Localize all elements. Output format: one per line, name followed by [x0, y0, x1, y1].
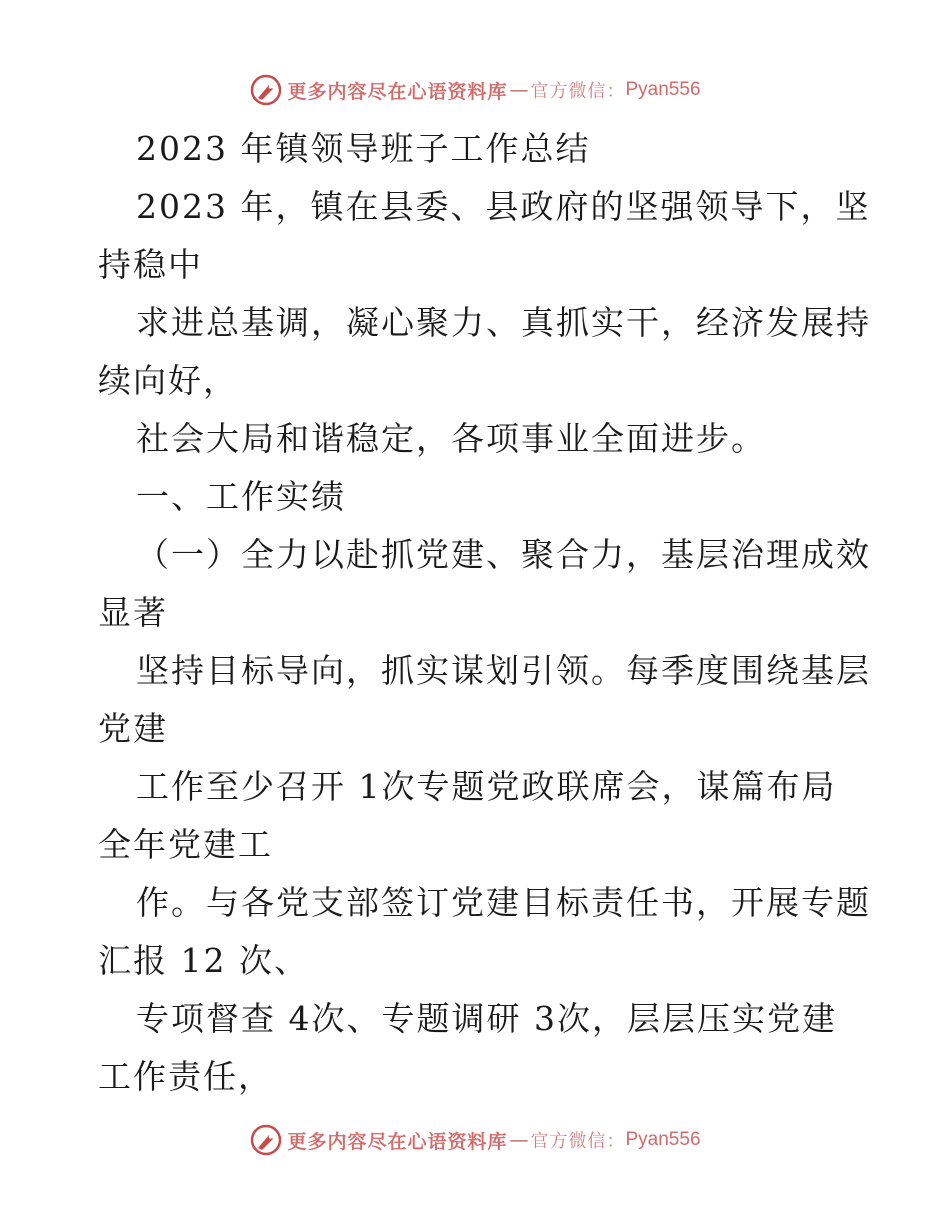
paragraph-line: 党建: [98, 709, 168, 748]
document-body: [98, 120, 871, 1106]
header-banner: [0, 70, 950, 110]
paragraph-line: 2023 年，镇在县委、县政府的坚强领导下，坚: [136, 187, 871, 226]
subsection-heading: （一）全力以赴抓党建、聚合力，基层治理成效: [136, 535, 871, 574]
paragraph-line: 工作至少召开 1次专题党政联席会，谋篇布局: [136, 767, 837, 806]
banner-wechat-label: 官方微信：: [530, 81, 626, 102]
paragraph-line: 作。与各党支部签订党建目标责任书，开展专题: [136, 883, 871, 922]
banner-separator: —: [509, 79, 529, 101]
banner-wechat-id: Pyan556: [625, 79, 701, 100]
paragraph-line: 社会大局和谐稳定，各项事业全面进步。: [136, 419, 766, 458]
paragraph-line: 汇报 12 次、: [98, 941, 309, 980]
banner-text: 更多内容尽在心语资料库: [287, 1130, 508, 1153]
paragraph-line: 专项督查 4次、专题调研 3次，层层压实党建: [136, 999, 837, 1038]
banner-text: 更多内容尽在心语资料库: [287, 80, 508, 103]
pen-nib-logo-icon: [249, 1123, 283, 1157]
paragraph-line: 续向好，: [98, 361, 238, 400]
banner-wechat-label: 官方微信：: [530, 1131, 626, 1152]
paragraph-line: 全年党建工: [98, 825, 273, 864]
section-heading: 一、工作实绩: [136, 477, 346, 516]
subsection-heading: 显著: [98, 593, 168, 632]
pen-nib-logo-icon: [249, 73, 283, 107]
paragraph-line: 工作责任，: [98, 1057, 273, 1096]
paragraph-line: 坚持目标导向，抓实谋划引领。每季度围绕基层: [136, 651, 871, 690]
paragraph-line: 持稳中: [98, 245, 203, 284]
footer-banner: [0, 1120, 950, 1160]
banner-wechat-id: Pyan556: [625, 1129, 701, 1150]
paragraph-line: 求进总基调，凝心聚力、真抓实干，经济发展持: [136, 303, 871, 342]
banner-separator: —: [509, 1129, 529, 1151]
document-title: 2023 年镇领导班子工作总结: [136, 129, 591, 168]
